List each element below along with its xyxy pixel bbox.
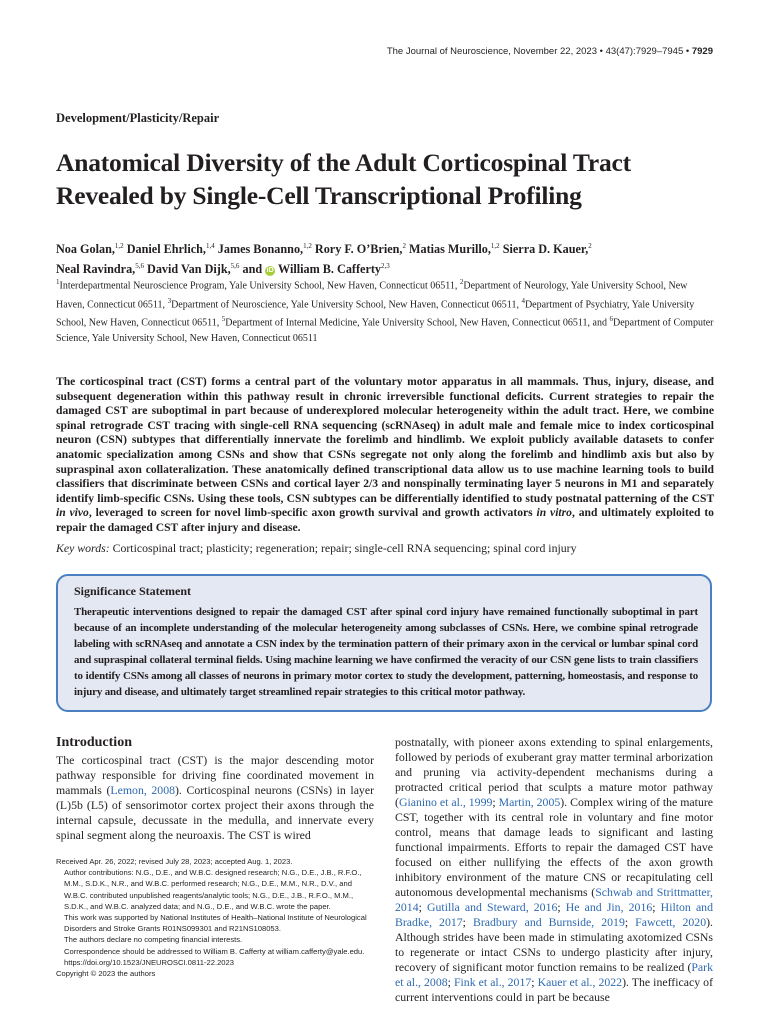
- correspondence: Correspondence should be addressed to William B. Cafferty at william.cafferty@yale.edu.: [64, 946, 365, 956]
- author: Rory F. O’Brien,$^2$: [314, 242, 406, 257]
- journal-citation: The Journal of Neuroscience, November 22, 2023 • 43(47):7929–7945 •: [386, 46, 690, 57]
- author: Neal Ravindra,$^{5,6}$: [56, 262, 144, 277]
- citation-link[interactable]: Park et al., 2008: [395, 960, 713, 989]
- author-contributions: Author contributions: N.G., D.E., and W.B.C. designed research; N.G., D.E., J.B., R.F.O., M.M., S.D.K., N.R., and W.B.C. performed research; N.G., D.E., M.M., N.R., D.V., and W.B.C. contributed unpublished reagents/analytic tools; N.G., D.E., J.B., R.F.O., M.M., S.D.K., and W.B.C. analyzed data; and N.G., D.E., and W.B.C. wrote the paper.: [64, 868, 362, 911]
- author: David Van Dijk,$^{5,6}$: [147, 262, 240, 277]
- received-dates: Received Apr. 26, 2022; revised July 28, 2023; accepted Aug. 1, 2023.: [56, 857, 293, 866]
- citation-link[interactable]: He and Jin, 2016: [565, 900, 653, 914]
- author: William B. Cafferty$^{2,3}$: [278, 262, 390, 277]
- authors-and: and: [242, 262, 263, 277]
- citation-link[interactable]: Hilton and Bradke, 2017: [395, 900, 713, 929]
- author: Noa Golan,$^{1,2}$: [56, 242, 124, 257]
- page-number: 7929: [691, 46, 713, 57]
- author: Sierra D. Kauer,$^2$: [502, 242, 592, 257]
- abstract: The corticospinal tract (CST) forms a central part of the voluntary motor apparatus in all mammals. Thus, injury, disease, and subsequent degeneration within this pathway result in chronic irreversible functional deficits. Current strategies to repair the damaged CST are suboptimal in part because of underexplored molecular heterogeneity within the adult tract. Here, we combine spinal retrograde CST tracing with single-cell RNA sequencing (scRNAseq) in adult male and female mice to index corticospinal neuron (CSN) subtypes that differentially innervate the forelimb and hindlimb. We exploit publicly available datasets to confer anatomic specialization among CSNs and show that CSNs segregate not only along the forelimb and hindlimb axis but also by supraspinal axon collateralization. These anatomically defined transcriptional data allow us to use machine learning tools to build classifiers that discriminate between CSNs and cortical layer 2/3 and nonspinally terminating layer 5 neurons in M1 and separately identify limb-specific CSNs. Using these tools, CSN subtypes can be differentially identified to study postnatal patterning of the CST in vivo, leveraged to screen for novel limb-specific axon growth survival and growth activators in vitro, and ultimately exploited to repair the damaged CST after injury and disease.: [56, 375, 714, 534]
- title-line-1: Anatomical Diversity of the Adult Corticospinal Tract: [56, 148, 631, 177]
- citation-link[interactable]: Kauer et al., 2022: [537, 975, 623, 989]
- citation-link[interactable]: Bradbury and Burnside, 2019: [472, 915, 625, 929]
- article-title: [56, 146, 716, 212]
- section-label: Development/Plasticity/Repair: [56, 111, 220, 125]
- title-line-2: Revealed by Single-Cell Transcriptional Profiling: [56, 181, 582, 210]
- author: Matias Murillo,$^{1,2}$: [409, 242, 500, 257]
- citation-link[interactable]: Gutilla and Steward, 2016: [427, 900, 558, 914]
- footnotes: [56, 856, 376, 979]
- author: Daniel Ehrlich,$^{1,4}$: [126, 242, 215, 257]
- author-list: [56, 238, 716, 278]
- significance-title: Significance Statement: [74, 584, 191, 598]
- introduction-heading: Introduction: [56, 735, 132, 750]
- doi-link[interactable]: https://doi.org/10.1523/JNEUROSCI.0811-22.2023: [64, 957, 234, 967]
- significance-text: Therapeutic interventions designed to repair the damaged CST after spinal cord injury have remained functionally suboptimal in part because of an incomplete understanding of the molecular heterogeneity among subclasses of CSNs. Here, we combine spinal retrograde labeling with scRNAseq and annotate a CSN index by the termination pattern of their primary axon in the cervical or lumbar spinal cord and supraspinal collateral terminal fields. Using machine learning we have confirmed the veracity of our CSN gene lists to train classifiers to identify CSNs among all classes of neurons in primary motor cortex to study the development, patterning, homeostasis, and response to injury and disease, and ultimately target streamlined repair strategies to this critical motor pathway.: [74, 606, 698, 698]
- citation-link[interactable]: Fawcett, 2020: [635, 915, 707, 929]
- citation-link[interactable]: Fink et al., 2017: [453, 975, 532, 989]
- intro-left-column: The corticospinal tract (CST) is the major descending motor pathway responsible for driving fine coordinated movement in mammals (Lemon, 2008). Corticospinal neurons (CSNs) in layer (L)5b (L5) of sensorimotor cortex project their axons through the internal capsule, decussate in the medulla, and innervate every spinal segment along the neuroaxis. The CST is wired: [56, 753, 375, 842]
- intro-right-column: postnatally, with pioneer axons extending to spinal enlargements, followed by periods of exuberant gray matter terminal arborization and pruning via activity-dependent mechanisms during a protracted critical period that sculpts a mature motor pathway (Gianino et al., 1999; Martin, 2005). Complex wiring of the mature CST, together with its central role in voluntary and fine motor control, means that damage leads to significant and lasting functional impairments. Efforts to repair the damaged CST have focused on either nullifying the effects of the axon growth inhibitory environment of the mature CNS or recapitulating cell autonomous developmental mechanisms (Schwab and Strittmatter, 2014; Gutilla and Steward, 2016; He and Jin, 2016; Hilton and Bradke, 2017; Bradbury and Burnside, 2019; Fawcett, 2020). Although strides have been made in stimulating axotomized CSNs to regenerate or intact CSNs to undergo plasticity after injury, recovery of significant motor function remains to be realized (Park et al., 2008; Fink et al., 2017; Kauer et al., 2022). The inefficacy of current interventions could in part be because: [395, 735, 714, 1004]
- citation-link[interactable]: Gianino et al., 1999: [398, 795, 493, 809]
- competing-interests: The authors declare no competing financial interests.: [64, 935, 243, 945]
- keywords-label: Key words:: [56, 541, 110, 555]
- copyright: Copyright © 2023 the authors: [56, 969, 156, 979]
- citation-link[interactable]: Lemon, 2008: [110, 783, 175, 797]
- funding-note: This work was supported by National Institutes of Health–National Institute of Neurological Disorders and Stroke Grants R01NS099301 and R21NS108053.: [64, 913, 367, 934]
- keywords: [56, 541, 714, 556]
- affiliations: $^1$Interdepartmental Neuroscience Program, Yale University School, New Haven, Connecticut 06511, $^2$Department of Neurology, Yale University School, New Haven, Connecticut 06511, $^3$Department of Neuroscience, Yale University School, New Haven, Connecticut 06511, $^4$Department of Psychiatry, Yale University School, New Haven, Connecticut 06511, $^5$Department of Internal Medicine, Yale University School, New Haven, Connecticut 06511, and $^6$Department of Computer Science, Yale University School, New Haven, Connecticut 06511: [56, 278, 714, 344]
- running-header: [0, 46, 713, 57]
- keywords-text: Corticospinal tract; plasticity; regeneration; repair; single-cell RNA sequencing; spinal cord injury: [112, 541, 577, 555]
- citation-link[interactable]: Martin, 2005: [498, 795, 561, 809]
- citation-link[interactable]: Schwab and Strittmatter, 2014: [395, 885, 713, 914]
- author: James Bonanno,$^{1,2}$: [217, 242, 312, 257]
- orcid-icon[interactable]: iD: [266, 267, 274, 275]
